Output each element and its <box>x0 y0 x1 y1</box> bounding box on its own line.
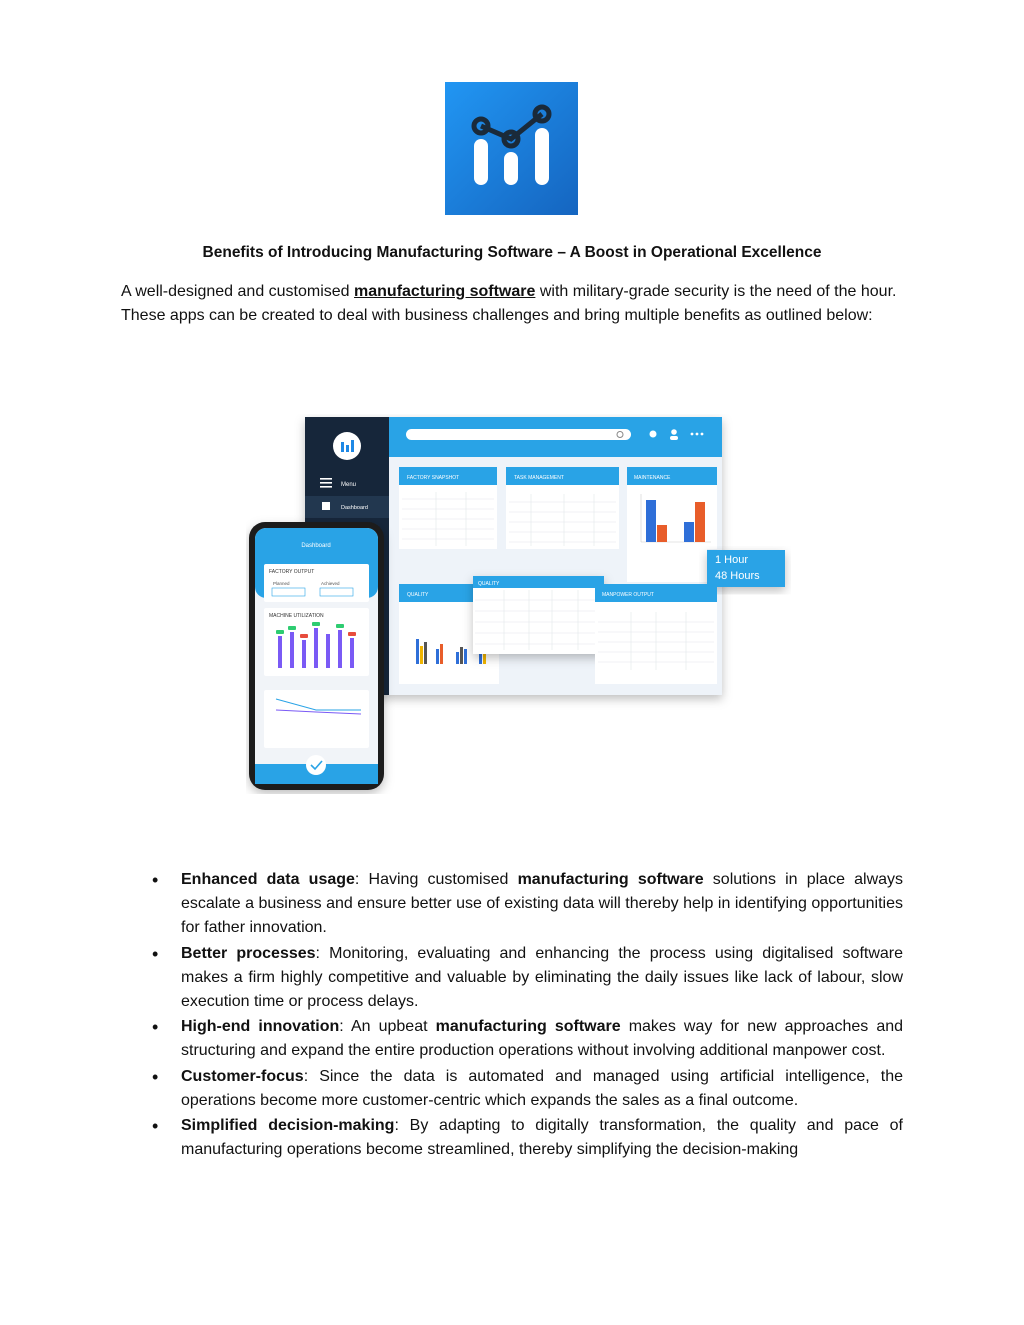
quality-label: QUALITY <box>407 592 429 598</box>
benefit-term: Customer-focus <box>181 1067 304 1085</box>
benefits-list <box>181 868 903 1163</box>
task-management-label: TASK MANAGEMENT <box>514 475 564 481</box>
list-item: • Customer-focus: Since the data is automated and managed using artificial intelligence, the operations become more customer-centric which expands the sales as a final outcome. <box>181 1065 903 1113</box>
intro-text: A well-designed and customised <box>121 283 355 300</box>
dashboard-illustration <box>246 414 791 794</box>
mttr-value: 1 Hour <box>715 554 749 566</box>
intro-paragraph <box>121 280 911 328</box>
phone-dashboard-title: Dashboard <box>301 543 331 549</box>
factory-snapshot-label: FACTORY SNAPSHOT <box>407 475 460 481</box>
mtbf-value: 48 Hours <box>715 570 760 582</box>
intro-text-rest: with military-grade security is the need of the hour. These apps can be created to deal with business challenges and bring multiple benefits as outlined below: <box>121 283 897 324</box>
menu-label: Menu <box>341 482 357 488</box>
achieved-label: Achieved <box>321 581 340 586</box>
list-item: • Better processes: Monitoring, evaluating and enhancing the process using digitalised software makes a firm highly competitive and valuable by eliminating the daily issues like lack of labour, slow execution time or process delays. <box>181 942 903 1015</box>
list-item: • Simplified decision-making: By adapting to digitally transformation, the quality and pace of manufacturing operations become streamlined, thereby simplifying the decision-making <box>181 1114 903 1162</box>
quality-popup-label: QUALITY <box>478 581 500 587</box>
benefit-term: Simplified decision-making <box>181 1117 395 1135</box>
list-item: • High-end innovation: An upbeat manufacturing software makes way for new approaches and structuring and expand the entire production operations without involving additional manpower cost. <box>181 1015 903 1063</box>
factory-output-label: FACTORY OUTPUT <box>269 569 315 575</box>
planned-label: Planned <box>273 581 290 586</box>
manpower-output-label: MANPOWER OUTPUT <box>602 592 654 598</box>
page-title: Benefits of Introducing Manufacturing Software – A Boost in Operational Excellence <box>202 244 822 261</box>
analytics-m-logo-icon <box>445 82 578 215</box>
dashboard-label: Dashboard <box>341 505 368 511</box>
maintenance-label: MAINTENANCE <box>634 475 671 481</box>
benefit-term: High-end innovation <box>181 1018 340 1036</box>
manufacturing-software-link[interactable]: manufacturing software <box>354 283 536 300</box>
machine-utilization-label: MACHINE UTILIZATION <box>269 613 324 619</box>
benefit-term: Better processes <box>181 944 316 962</box>
list-item: • Enhanced data usage: Having customised manufacturing software solutions in place always escalate a business and ensure better use of existing data will thereby help in identifying opportunities for father innovation. <box>181 868 903 941</box>
benefit-term: Enhanced data usage <box>181 871 355 888</box>
